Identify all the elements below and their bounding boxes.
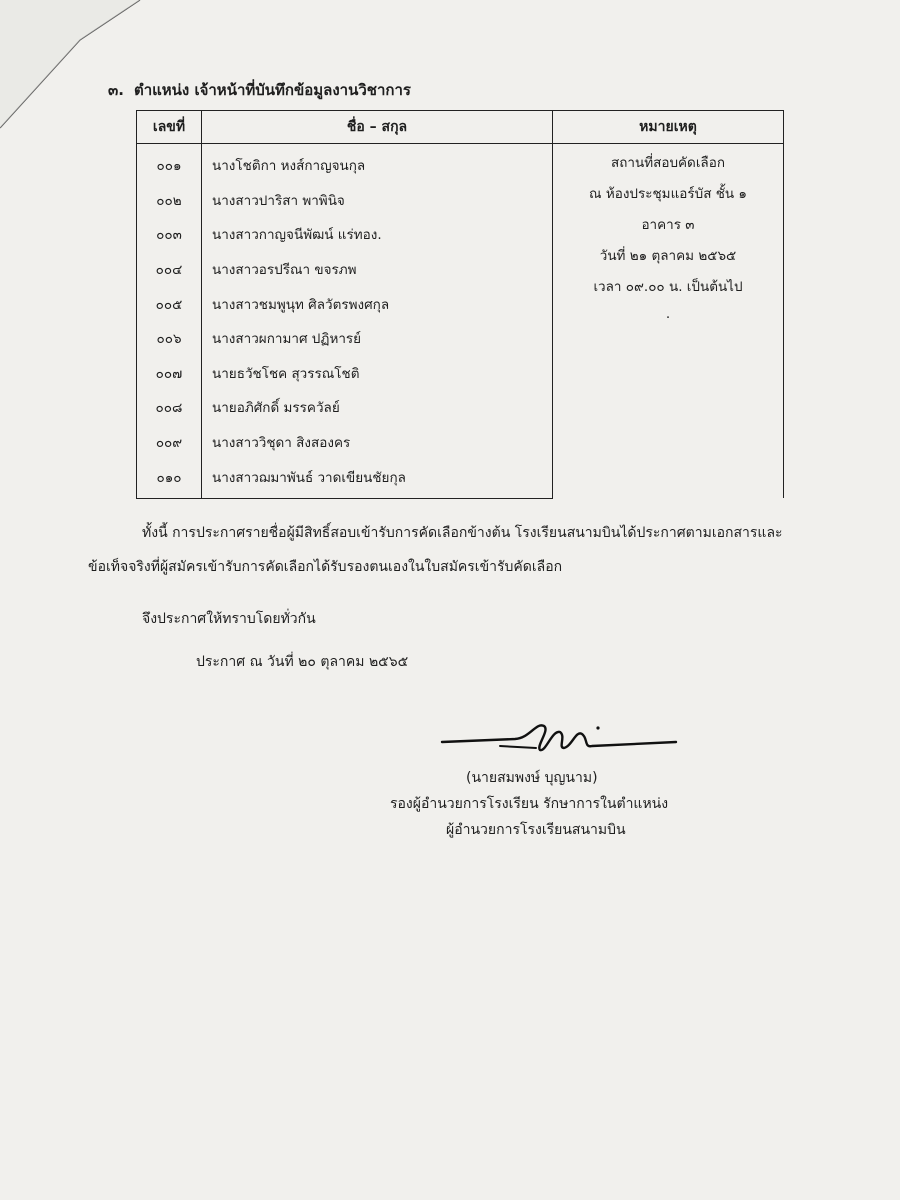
remark-line: อาคาร ๓ [641, 217, 695, 233]
table-row [137, 144, 784, 183]
row-name: นางสาวปาริสา พาพินิจ [202, 183, 553, 218]
body-paragraph-1: ทั้งนี้ การประกาศรายชื่อผู้มีสิทธิ์สอบเข้ารับการคัดเลือกข้างต้น โรงเรียนสนามบินได้ประกาศตามเอกสารและ [142, 525, 783, 541]
header-no: เลขที่ [137, 111, 202, 144]
announce-date: ประกาศ ณ วันที่ ๒๐ ตุลาคม ๒๕๖๕ [196, 654, 409, 670]
body-paragraph-2: ข้อเท็จจริงที่ผู้สมัครเข้ารับการคัดเลือกได้รับรองตนเองในใบสมัครเข้ารับคัดเลือก [88, 559, 563, 575]
signer-position-1: รองผู้อำนวยการโรงเรียน รักษาการในตำแหน่ง [390, 796, 669, 812]
remark-cell [553, 144, 784, 499]
row-number: ๐๐๕ [137, 286, 202, 321]
stray-dot: · [665, 310, 671, 326]
row-name: นางสาวผกามาศ ปฏิหารย์ [202, 321, 553, 356]
row-name: นางสาวอรปรีณา ขจรภพ [202, 252, 553, 287]
row-number: ๐๐๘ [137, 390, 202, 425]
row-number: ๐๐๑ [137, 144, 202, 183]
signer-position-2: ผู้อำนวยการโรงเรียนสนามบิน [446, 822, 626, 838]
row-name: นางสาวฌมาพันธ์ วาดเขียนชัยกุล [202, 459, 553, 498]
row-name: นายธวัชโชค สุวรรณโชติ [202, 356, 553, 391]
table-header-row [137, 111, 784, 144]
handwritten-signature [440, 712, 680, 762]
section-number: ๓. [108, 81, 124, 99]
row-name: นางโชติกา หงส์กาญจนกุล [202, 144, 553, 183]
header-name: ชื่อ – สกุล [202, 111, 553, 144]
header-remark: หมายเหตุ [553, 111, 784, 144]
row-number: ๐๐๗ [137, 356, 202, 391]
row-name: นางสาววิชุดา สิงสองคร [202, 425, 553, 460]
row-number: ๐๐๖ [137, 321, 202, 356]
row-number: ๐๐๔ [137, 252, 202, 287]
row-number: ๐๐๒ [137, 183, 202, 218]
section-title: ตำแหน่ง เจ้าหน้าที่บันทึกข้อมูลงานวิชาการ [133, 81, 411, 99]
remark-line: วันที่ ๒๑ ตุลาคม ๒๕๖๕ [599, 248, 737, 264]
row-number: ๐๐๙ [137, 425, 202, 460]
row-number: ๐๐๓ [137, 217, 202, 252]
body-paragraph-3: จึงประกาศให้ทราบโดยทั่วกัน [142, 611, 316, 627]
row-name: นายอภิศักดิ์ มรรควัลย์ [202, 390, 553, 425]
remark-line: เวลา ๐๙.๐๐ น. เป็นต้นไป [593, 279, 743, 295]
row-name: นางสาวชมพูนุท ศิลวัตรพงศกุล [202, 286, 553, 321]
row-number: ๐๑๐ [137, 459, 202, 498]
remark-line: สถานที่สอบคัดเลือก [610, 155, 725, 171]
remark-line: ณ ห้องประชุมแอร์บัส ชั้น ๑ [589, 186, 747, 202]
row-name: นางสาวกาญจนีพัฒน์ แร่ทอง. [202, 217, 553, 252]
signer-name: (นายสมพงษ์ บุญนาม) [466, 770, 598, 786]
signature-block [390, 765, 750, 843]
staff-table [136, 110, 784, 499]
section-heading [108, 78, 411, 102]
